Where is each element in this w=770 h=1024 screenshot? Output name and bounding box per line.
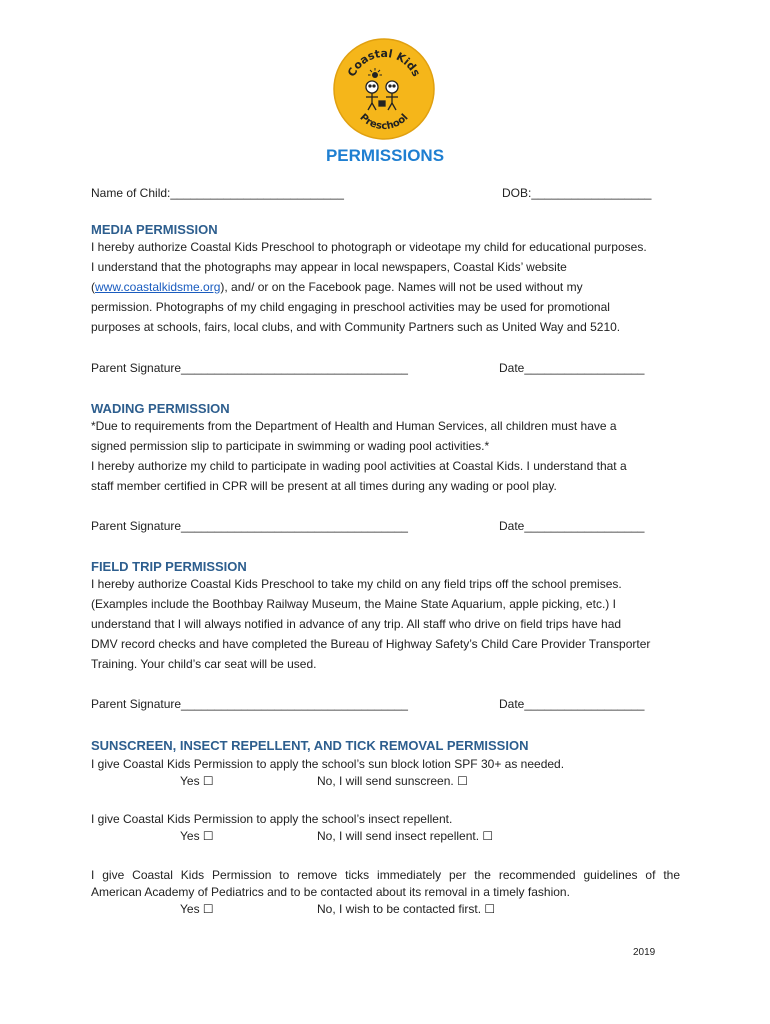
page-title: PERMISSIONS bbox=[325, 146, 445, 165]
media-text-rest: ), and/ or on the Facebook page. Names will not be used without my bbox=[220, 280, 583, 294]
field-trip-text-line: DMV record checks and have completed the Bureau of Highway Safety’s Child Care Provider Transporter bbox=[91, 637, 651, 651]
field-trip-text-line: I hereby authorize Coastal Kids Preschool to take my child on any field trips off the school premises. bbox=[91, 577, 622, 591]
wading-text-line: staff member certified in CPR will be present at all times during any wading or pool play. bbox=[91, 479, 557, 493]
sunscreen-text-line: I give Coastal Kids Permission to apply the school’s sun block lotion SPF 30+ as needed. bbox=[91, 757, 565, 771]
media-parent-signature[interactable]: Parent Signature__________________________________ bbox=[91, 361, 408, 375]
tick-text-line: I give Coastal Kids Permission to remove ticks immediately per the recommended guidelines of the bbox=[91, 868, 680, 882]
tick-yes-checkbox[interactable]: Yes ☐ bbox=[180, 902, 214, 916]
wading-date[interactable]: Date__________________ bbox=[499, 519, 645, 533]
sunscreen-permission-heading: SUNSCREEN, INSECT REPELLENT, AND TICK REMOVAL PERMISSION bbox=[91, 738, 529, 753]
tick-text-line: American Academy of Pediatrics and to be contacted about its removal in a timely fashion. bbox=[91, 885, 570, 899]
link-open-paren: ( bbox=[91, 280, 95, 294]
media-text-line: I hereby authorize Coastal Kids Preschool to photograph or videotape my child for educational purposes. bbox=[91, 240, 647, 254]
footer-year: 2019 bbox=[633, 947, 656, 958]
dob-field[interactable]: DOB:__________________ bbox=[502, 186, 652, 200]
insect-text-line: I give Coastal Kids Permission to apply the school’s insect repellent. bbox=[91, 812, 453, 826]
tick-no-checkbox[interactable]: No, I wish to be contacted first. ☐ bbox=[317, 902, 496, 916]
media-text-line: permission. Photographs of my child engaging in preschool activities may be used for promotional bbox=[91, 300, 610, 314]
media-text-line bbox=[91, 277, 583, 297]
field-trip-date[interactable]: Date__________________ bbox=[499, 697, 645, 711]
insect-yes-checkbox[interactable]: Yes ☐ bbox=[180, 829, 214, 843]
field-trip-permission-heading: FIELD TRIP PERMISSION bbox=[91, 559, 247, 574]
wading-text-line: signed permission slip to participate in swimming or wading pool activities.* bbox=[91, 439, 490, 453]
insect-no-checkbox[interactable]: No, I will send insect repellent. ☐ bbox=[317, 829, 494, 843]
field-trip-text-line: understand that I will always notified in advance of any trip. All staff who drive on field trips have had bbox=[91, 617, 622, 631]
wading-text-line: *Due to requirements from the Department of Health and Human Services, all children must have a bbox=[91, 419, 617, 433]
field-trip-text-line: Training. Your child’s car seat will be used. bbox=[91, 657, 317, 671]
wading-permission-heading: WADING PERMISSION bbox=[91, 401, 230, 416]
wading-parent-signature[interactable]: Parent Signature__________________________________ bbox=[91, 519, 408, 533]
field-trip-text-line: (Examples include the Boothbay Railway Museum, the Maine State Aquarium, apple picking, etc.) I bbox=[91, 597, 616, 611]
website-link[interactable]: www.coastalkidsme.org bbox=[95, 280, 221, 294]
coastal-kids-logo bbox=[332, 37, 436, 141]
wading-text-line: I hereby authorize my child to participate in wading pool activities at Coastal Kids. I understand that a bbox=[91, 459, 627, 473]
logo-top-text: Coastal Kids bbox=[345, 46, 423, 79]
child-name-field[interactable]: Name of Child:__________________________ bbox=[91, 186, 344, 200]
media-text-line: purposes at schools, fairs, local clubs, and with Community Partners such as United Way and 5210. bbox=[91, 320, 621, 334]
media-date[interactable]: Date__________________ bbox=[499, 361, 645, 375]
sunscreen-yes-checkbox[interactable]: Yes ☐ bbox=[180, 774, 214, 788]
media-permission-heading: MEDIA PERMISSION bbox=[91, 222, 218, 237]
field-trip-parent-signature[interactable]: Parent Signature__________________________________ bbox=[91, 697, 408, 711]
logo-bottom-text: Preschool bbox=[357, 112, 411, 133]
sunscreen-no-checkbox[interactable]: No, I will send sunscreen. ☐ bbox=[317, 774, 468, 788]
media-text-line: I understand that the photographs may appear in local newspapers, Coastal Kids’ website bbox=[91, 260, 567, 274]
